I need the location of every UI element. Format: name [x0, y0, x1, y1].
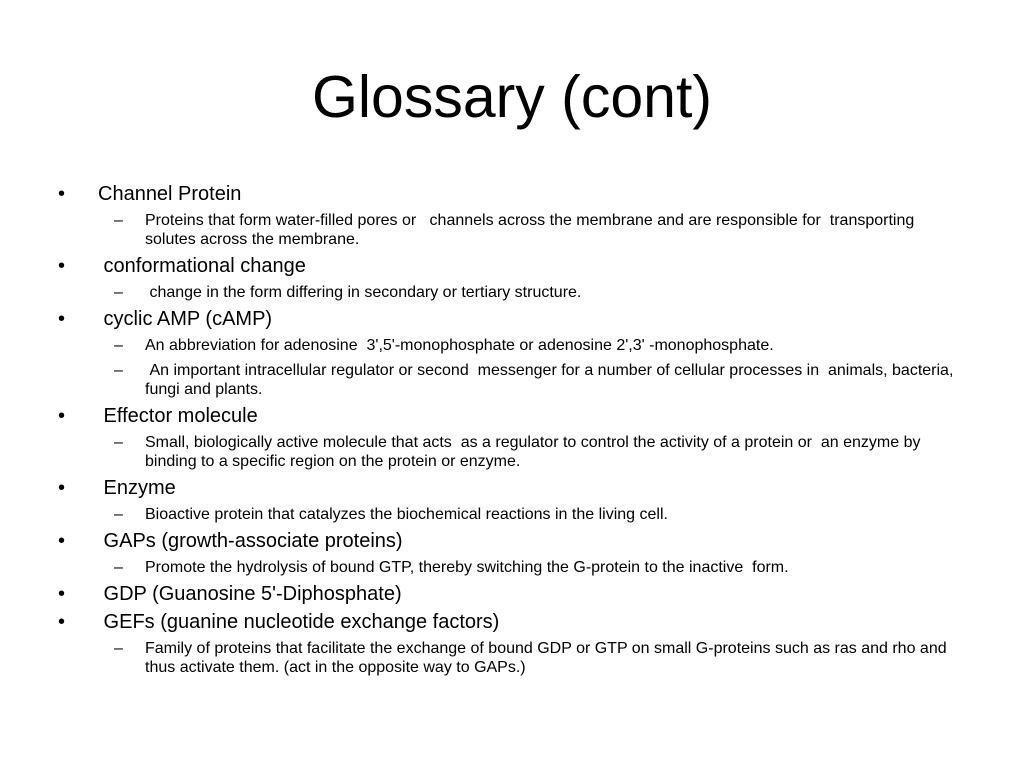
glossary-term: GAPs (growth-associate proteins)	[98, 530, 403, 552]
glossary-definition-item	[0, 502, 1024, 527]
dash-icon: –	[114, 212, 123, 229]
bullet-icon: •	[58, 308, 66, 330]
dash-icon: –	[114, 640, 123, 657]
glossary-definition: Family of proteins that facilitate the exchange of bound GDP or GTP on small G-proteins such as ras and rho and thus activate them. (act in the opposite way to GAPs.)	[145, 640, 952, 676]
slide-title: Glossary (cont)	[312, 64, 712, 130]
glossary-definition: An abbreviation for adenosine 3',5'-monophosphate or adenosine 2',3' -monophosphate.	[145, 337, 774, 354]
glossary-definition-item	[0, 358, 1024, 402]
glossary-definition: Proteins that form water-filled pores or channels across the membrane and are responsible for transporting solutes across the membrane.	[145, 212, 919, 248]
glossary-term: Channel Protein	[98, 183, 242, 205]
glossary-term: cyclic AMP (cAMP)	[98, 308, 273, 330]
glossary-definition: Small, biologically active molecule that acts as a regulator to control the activity of a protein or an enzyme by binding to a specific region on the protein or enzyme.	[145, 434, 925, 470]
glossary-term-item	[0, 608, 1024, 636]
glossary-definition-item	[0, 208, 1024, 252]
glossary-definition: Promote the hydrolysis of bound GTP, thereby switching the G-protein to the inactive form.	[145, 559, 789, 576]
dash-icon: –	[114, 559, 123, 576]
glossary-term-item	[0, 252, 1024, 280]
glossary-definition-item	[0, 636, 1024, 680]
bullet-icon: •	[58, 583, 66, 605]
glossary-definition: An important intracellular regulator or second messenger for a number of cellular processes in animals, bacteria, fungi and plants.	[145, 362, 958, 398]
dash-icon: –	[114, 434, 123, 451]
glossary-term-item	[0, 527, 1024, 555]
glossary-definition: change in the form differing in secondary or tertiary structure.	[145, 284, 582, 301]
glossary-term-item	[0, 305, 1024, 333]
glossary-term-item	[0, 180, 1024, 208]
dash-icon: –	[114, 506, 123, 523]
glossary-definition-item	[0, 430, 1024, 474]
dash-icon: –	[114, 284, 123, 301]
bullet-icon: •	[58, 255, 66, 277]
glossary-term: conformational change	[98, 255, 306, 277]
glossary-term-item	[0, 402, 1024, 430]
bullet-icon: •	[58, 477, 66, 499]
glossary-definition-item	[0, 333, 1024, 358]
bullet-icon: •	[58, 405, 66, 427]
dash-icon: –	[114, 362, 123, 379]
bullet-icon: •	[58, 183, 66, 205]
glossary-definition: Bioactive protein that catalyzes the biochemical reactions in the living cell.	[145, 506, 668, 523]
glossary-term: Effector molecule	[98, 405, 258, 427]
glossary-definition-item	[0, 280, 1024, 305]
dash-icon: –	[114, 337, 123, 354]
glossary-term: GDP (Guanosine 5'-Diphosphate)	[98, 583, 402, 605]
bullet-icon: •	[58, 611, 66, 633]
glossary-term: Enzyme	[98, 477, 176, 499]
glossary-list	[0, 180, 1024, 680]
bullet-icon: •	[58, 530, 66, 552]
glossary-term: GEFs (guanine nucleotide exchange factors)	[98, 611, 500, 633]
glossary-term-item	[0, 580, 1024, 608]
glossary-term-item	[0, 474, 1024, 502]
glossary-definition-item	[0, 555, 1024, 580]
